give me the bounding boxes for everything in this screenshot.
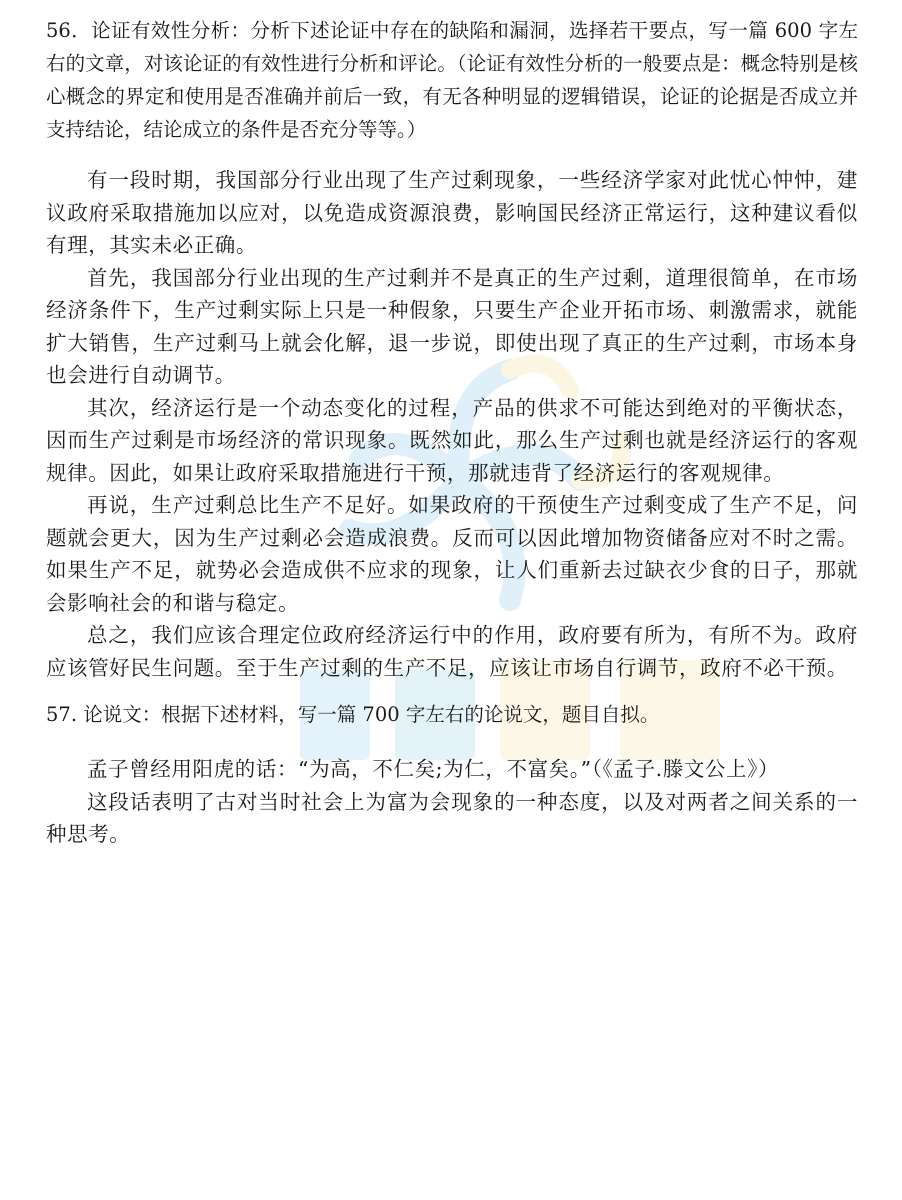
question-56-prompt-block bbox=[46, 14, 858, 146]
essay-paragraph-5: 总之，我们应该合理定位政府经济运行中的作用，政府要有所为，有所不为。政府应该管好民生问题。至于生产过剩的生产不足，应该让市场自行调节，政府不必干预。 bbox=[46, 623, 858, 680]
material-paragraph-1: 孟子曾经用阳虎的话：“为高，不仁矣;为仁，不富矣。”（《孟子.滕文公上》） bbox=[87, 757, 780, 781]
material-paragraph-2: 这段话表明了古对当时社会上为富为会现象的一种态度，以及对两者之间关系的一种思考。 bbox=[46, 789, 858, 846]
essay-paragraph-1: 有一段时期，我国部分行业出现了生产过剩现象，一些经济学家对此忧心忡忡，建议政府采取措施加以应对，以免造成资源浪费，影响国民经济正常运行，这种建议看似有理，其实未必正确。 bbox=[46, 168, 858, 257]
argument-essay bbox=[46, 164, 858, 684]
question-57-material bbox=[46, 753, 858, 851]
question-57-prompt: 57. 论说文：根据下述材料，写一篇 700 字左右的论说文，题目自拟。 bbox=[46, 703, 660, 726]
essay-paragraph-3: 其次，经济运行是一个动态变化的过程，产品的供求不可能达到绝对的平衡状态，因而生产过剩是市场经济的常识现象。既然如此，那么生产过剩也就是经济运行的客观规律。因此，如果让政府采取措施进行干预，那就违背了经济运行的客观规律。 bbox=[46, 395, 858, 485]
question-56-prompt: 56．论证有效性分析：分析下述论证中存在的缺陷和漏洞，选择若干要点，写一篇 600 字左右的文章，对该论证的有效性进行分析和评论。（论证有效性分析的一般要点是：概念特别是核心概念的界定和使用是否准确并前后一致，有无各种明显的逻辑错误，论证的论据是否成立并支持结论，结论成立的条件是否充分等等。） bbox=[46, 19, 858, 141]
essay-paragraph-4: 再说，生产过剩总比生产不足好。如果政府的干预使生产过剩变成了生产不足，问题就会更大，因为生产过剩必会造成浪费。反而可以因此增加物资储备应对不时之需。如果生产不足，就势必会造成供不应求的现象，让人们重新去过缺衣少食的日子，那就会影响社会的和谐与稳定。 bbox=[46, 493, 858, 615]
essay-paragraph-2: 首先，我国部分行业出现的生产过剩并不是真正的生产过剩，道理很简单，在市场经济条件下，生产过剩实际上只是一种假象，只要生产企业开拓市场、刺激需求，就能扩大销售，生产过剩马上就会化解，退一步说，即使出现了真正的生产过剩，市场本身也会进行自动调节。 bbox=[46, 265, 858, 387]
